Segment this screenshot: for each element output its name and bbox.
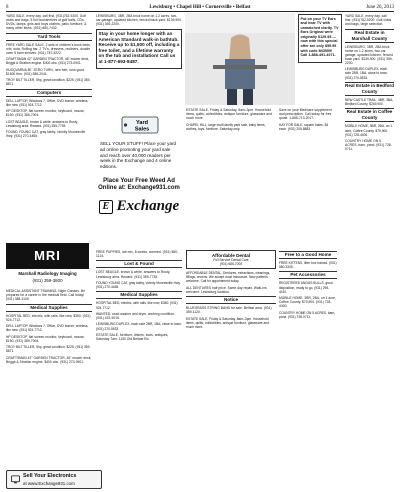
column-1-lower <box>6 289 92 467</box>
section-heading-real-estate-marshall: Real Estate in Marshall County <box>345 29 394 43</box>
listing: DELL LAPTOP, Windows 7, Office, DVD burner, wireless, like new. (931) 924-7712. <box>6 324 89 333</box>
listing: HP DESKTOP, flat screen monitor, keyboard, mouse, $150. (931) 389-7004. <box>6 334 85 343</box>
listing: CRAFTSMAN 42" GARDEN TRACTOR, 46" mower deck, Briggs & Stratton engine. $400 obo. (931) 273-0901. <box>6 57 90 66</box>
yard-sales-line1: Yard <box>136 120 148 126</box>
listing: LEWISBURG, 3BR, 2BA brick home on 1.2 acres, two-car garage, updated kitchen, fenced back yard. $139,900. (931) 359-2200. <box>345 44 393 65</box>
listing: MOBILE HOME, 3BR, 2BA, on 1 acre, Coffee County. $79,900. (931) 728-4400. <box>279 296 336 309</box>
mri-logo: MRI <box>6 243 89 269</box>
column-5-top <box>298 14 342 106</box>
listing: HAY FOR SALE, square bales, $4 each. (931) 205-8883. <box>279 122 329 131</box>
section-heading-yard-tools: Yard Tools <box>6 33 92 41</box>
dental-phone: (931) 685-7000 <box>219 262 243 267</box>
section-heading-computers: Computers <box>6 89 92 97</box>
mri-phone: (931) 359-3800 <box>32 278 63 283</box>
place-ad-text: Place Your Free Weed Ad Online at: Exchange931.com <box>98 177 180 192</box>
section-heading-notice: Notice <box>186 296 276 304</box>
listing: COUNTRY HOME ON 5 ACRES, barn, pond. (931) 728-0711. <box>279 310 336 319</box>
listing: DELL LAPTOP, Windows 7, Office, DVD burner, wireless, like new. (931) 924-7712. <box>6 98 89 107</box>
listing: LEWISBURG, 3BR, 2BA brick home on 1.2 acres, two-car garage, updated kitchen, fenced back yard. $139,900. (931) 359-2200. <box>96 14 182 27</box>
yard-sales-tag-icon <box>116 114 162 136</box>
section-heading-pet-accessories: Pet Accessories <box>279 271 337 279</box>
sell-url: at www.Exchange931.com <box>23 480 75 486</box>
listing: LEWISBURG DUPLEX, each side 2BR, 1BA, close to town. (931) 270-5533. <box>96 322 182 331</box>
footer <box>6 470 394 489</box>
column-6 <box>345 14 394 466</box>
listing: HP DESKTOP, flat screen monitor, keyboard, mouse, $150. (931) 389-7004. <box>6 109 85 118</box>
listing: COUNTRY HOME ON 5 ACRES, barn, pond. (931) 728-0711. <box>345 138 392 152</box>
listing: YARD SALE, every day, call first. (931)752-9200. Golf clubs and bags, large selection. <box>345 14 392 27</box>
listing: MEDICAL ASSISTANT TRAINING. Night Classes. Be prepared for a career in the medical field. Call today! (931) 388-1100. <box>6 289 86 302</box>
listing: LEWISBURG DUPLEX, each side 2BR, 1BA, close to town. (931) 270-5533. <box>345 67 388 80</box>
sell-electronics-ad[interactable] <box>6 470 102 489</box>
page-number: 8 <box>6 5 9 10</box>
listing: TROY BILT TILLER, 5hp, great condition. $225. (931) 359-8871. <box>6 345 91 354</box>
affordable-dental-ad <box>186 250 276 269</box>
mri-ad <box>6 243 89 287</box>
listing: ESTATE SALE, Friday & Saturday, 8am–3pm. Household items, quilts, collectibles, antique furniture, glassware and much more. <box>186 316 269 330</box>
listing: BLUEGRASS STRING BAND for sale, Belfast area. (931) 359-1120. <box>186 306 272 315</box>
header-title: Lewisburg • Chapel Hill • Cornersville • Belfast <box>149 5 251 10</box>
listing: FREE YARD SALE SALE, 2 sets of children’s bunk beds, crib, sofa, Rolling bar, 2 TV’s, dressers, recliners, double oven 5 barn shelves. (931) 787-5222. <box>6 42 91 55</box>
listing: CRAFTSMAN 42" GARDEN TRACTOR, 46" mower deck, Briggs & Stratton engine. $400 obo. (931) 273-0901. <box>6 355 92 364</box>
section-heading-medical-supplies: Medical Supplies <box>6 304 92 312</box>
handyman-photo <box>185 13 295 105</box>
column-2 <box>96 14 182 112</box>
section-heading-real-estate-coffee: Real Estate in Coffee County <box>346 109 393 121</box>
column-4-lower <box>279 250 337 466</box>
section-heading-medical: Medical Supplies <box>96 291 182 299</box>
listing: HUSQVARNA 50" ZERO TURN, new belt, runs good. $1500 firm. (931) 388-2041. <box>6 67 85 76</box>
section-heading-lost-found: Lost & Found <box>96 260 182 268</box>
yard-sales-line2: Sales <box>134 126 150 133</box>
column-1 <box>6 14 92 242</box>
exchange-e-icon: E <box>99 200 113 214</box>
header-date: June 26, 2013 <box>366 5 394 10</box>
listing: REGISTERED ANGUS BULLS, good disposition, ready to go. (931) 295-4410. <box>279 281 333 294</box>
listing: ESTATE SALE, Friday & Saturday, 8am–3pm. Household items, quilts, collectibles, antique furniture, glassware and much more. <box>186 108 272 121</box>
listing: MOBILE HOME, 3BR, 2BA, on 1 acre, Coffee County. $79,900. (931) 728-4400. <box>345 124 393 137</box>
dental-title: Affordable Dental <box>211 252 251 258</box>
column-3 <box>186 108 276 248</box>
listing: FOUND YOUNG CAT, gray tabby, vicinity Mooresville Hwy. (931) 270-4465. <box>96 280 181 290</box>
listing: YARD SALE, every day, call first, (931)752-9200. Golf clubs and bags, 5 full bookshelves of golf balls, CDs, DVDs, lamps, girls and boys clothes, patio furniture, & many other items. (931) 680-7432. <box>6 14 87 31</box>
dental-subtitle: Full Service Dental Care <box>213 258 249 263</box>
tv-ears-ad: Put on your TV Ears and hear TV with unmatched clarity. TV Ears Original were originally $129.95 — now with this special offer are only $59.95 with code MCB59! Call 1-888-491-4071. <box>300 16 339 58</box>
section-heading-free-to-good-home: Free to a Good Home <box>279 251 337 259</box>
column-4-mid <box>279 108 337 248</box>
yard-sale-promo <box>96 114 182 246</box>
section-heading-real-estate-bedford: Real Estate in Bedford County <box>345 82 394 94</box>
listing: LOST BEAGLE, brown & white, answers to Rusty, Lewisburg area. Reward. (931) 359-7735. <box>96 270 171 279</box>
listing: CHAPEL HILL, large multi-family yard sale, baby items, clothes, toys, furniture. Saturday only. <box>186 122 266 131</box>
listing: HOSPITAL BED, electric, with rails, like new, $350. (931) 924-7712. <box>96 301 178 310</box>
listing: ESTATE SALE, furniture, dishes, tools, antiques, Saturday 7am. 1150 Old Belfast Rd. <box>96 332 169 341</box>
listing: NEW CASTLE TRAIL, 4BR, 3BA, Bedford County, $249,900. <box>345 97 394 107</box>
tv-icon <box>11 475 20 484</box>
bathtub-ad: Stay in your home longer with an American Standard walk-in bathtub. Receive up to $1,500 off, including a free toilet, and a lifetime warranty on the tub and installation! Call us at 1-877-693-8487. <box>98 31 180 65</box>
listing: HOSPITAL BED, electric, with rails, like new, $350. (931) 924-7712. <box>6 313 91 322</box>
mri-title: Marshall Radiology Imaging <box>18 271 77 276</box>
column-2-lower <box>96 250 182 466</box>
exchange-logo: E Exchange <box>96 198 182 215</box>
listing: ALL DENTURES half price. Same day repair. Walk-ins welcome. Lewisburg location. <box>186 285 267 294</box>
listing: Save on your Medicare supplement and prescription. Call today for free quote. 1-866-713-2017. <box>279 108 332 121</box>
listing: FOUND YOUNG CAT, gray tabby, vicinity Mooresville Hwy. (931) 270-4465. <box>6 130 86 139</box>
column-3-lower <box>186 250 276 466</box>
promo-text: SELL YOUR STUFF! Place your yard ad online promoting your yard sale and reach over 40,000 readers per week in the Exchange and 4 online editions. <box>100 141 177 170</box>
listing: TROY BILT TILLER, 5hp, great condition. $225. (931) 359-8871. <box>6 78 91 87</box>
listing: FREE PUPPIES, lab mix, 8 weeks, wormed. (931) 580-1124. <box>96 250 179 259</box>
sell-title: Sell Your Electronics <box>23 472 77 479</box>
listing: AFFORDABLE DENTAL. Dentures, extractions, cleanings, fillings, crowns. We accept most insurance. New patients welcome. Call for appointment today. <box>186 271 271 284</box>
listing: LOST BEAGLE, brown & white, answers to Rusty, Lewisburg area. Reward. (931) 359-7735. <box>6 119 78 128</box>
listing: FREE KITTENS, litter box trained. (931) 580-3345. <box>279 261 337 270</box>
listing: WANTED, used washer and dryer, working condition. (931) 422-9015. <box>96 311 175 321</box>
page-header <box>6 3 394 12</box>
